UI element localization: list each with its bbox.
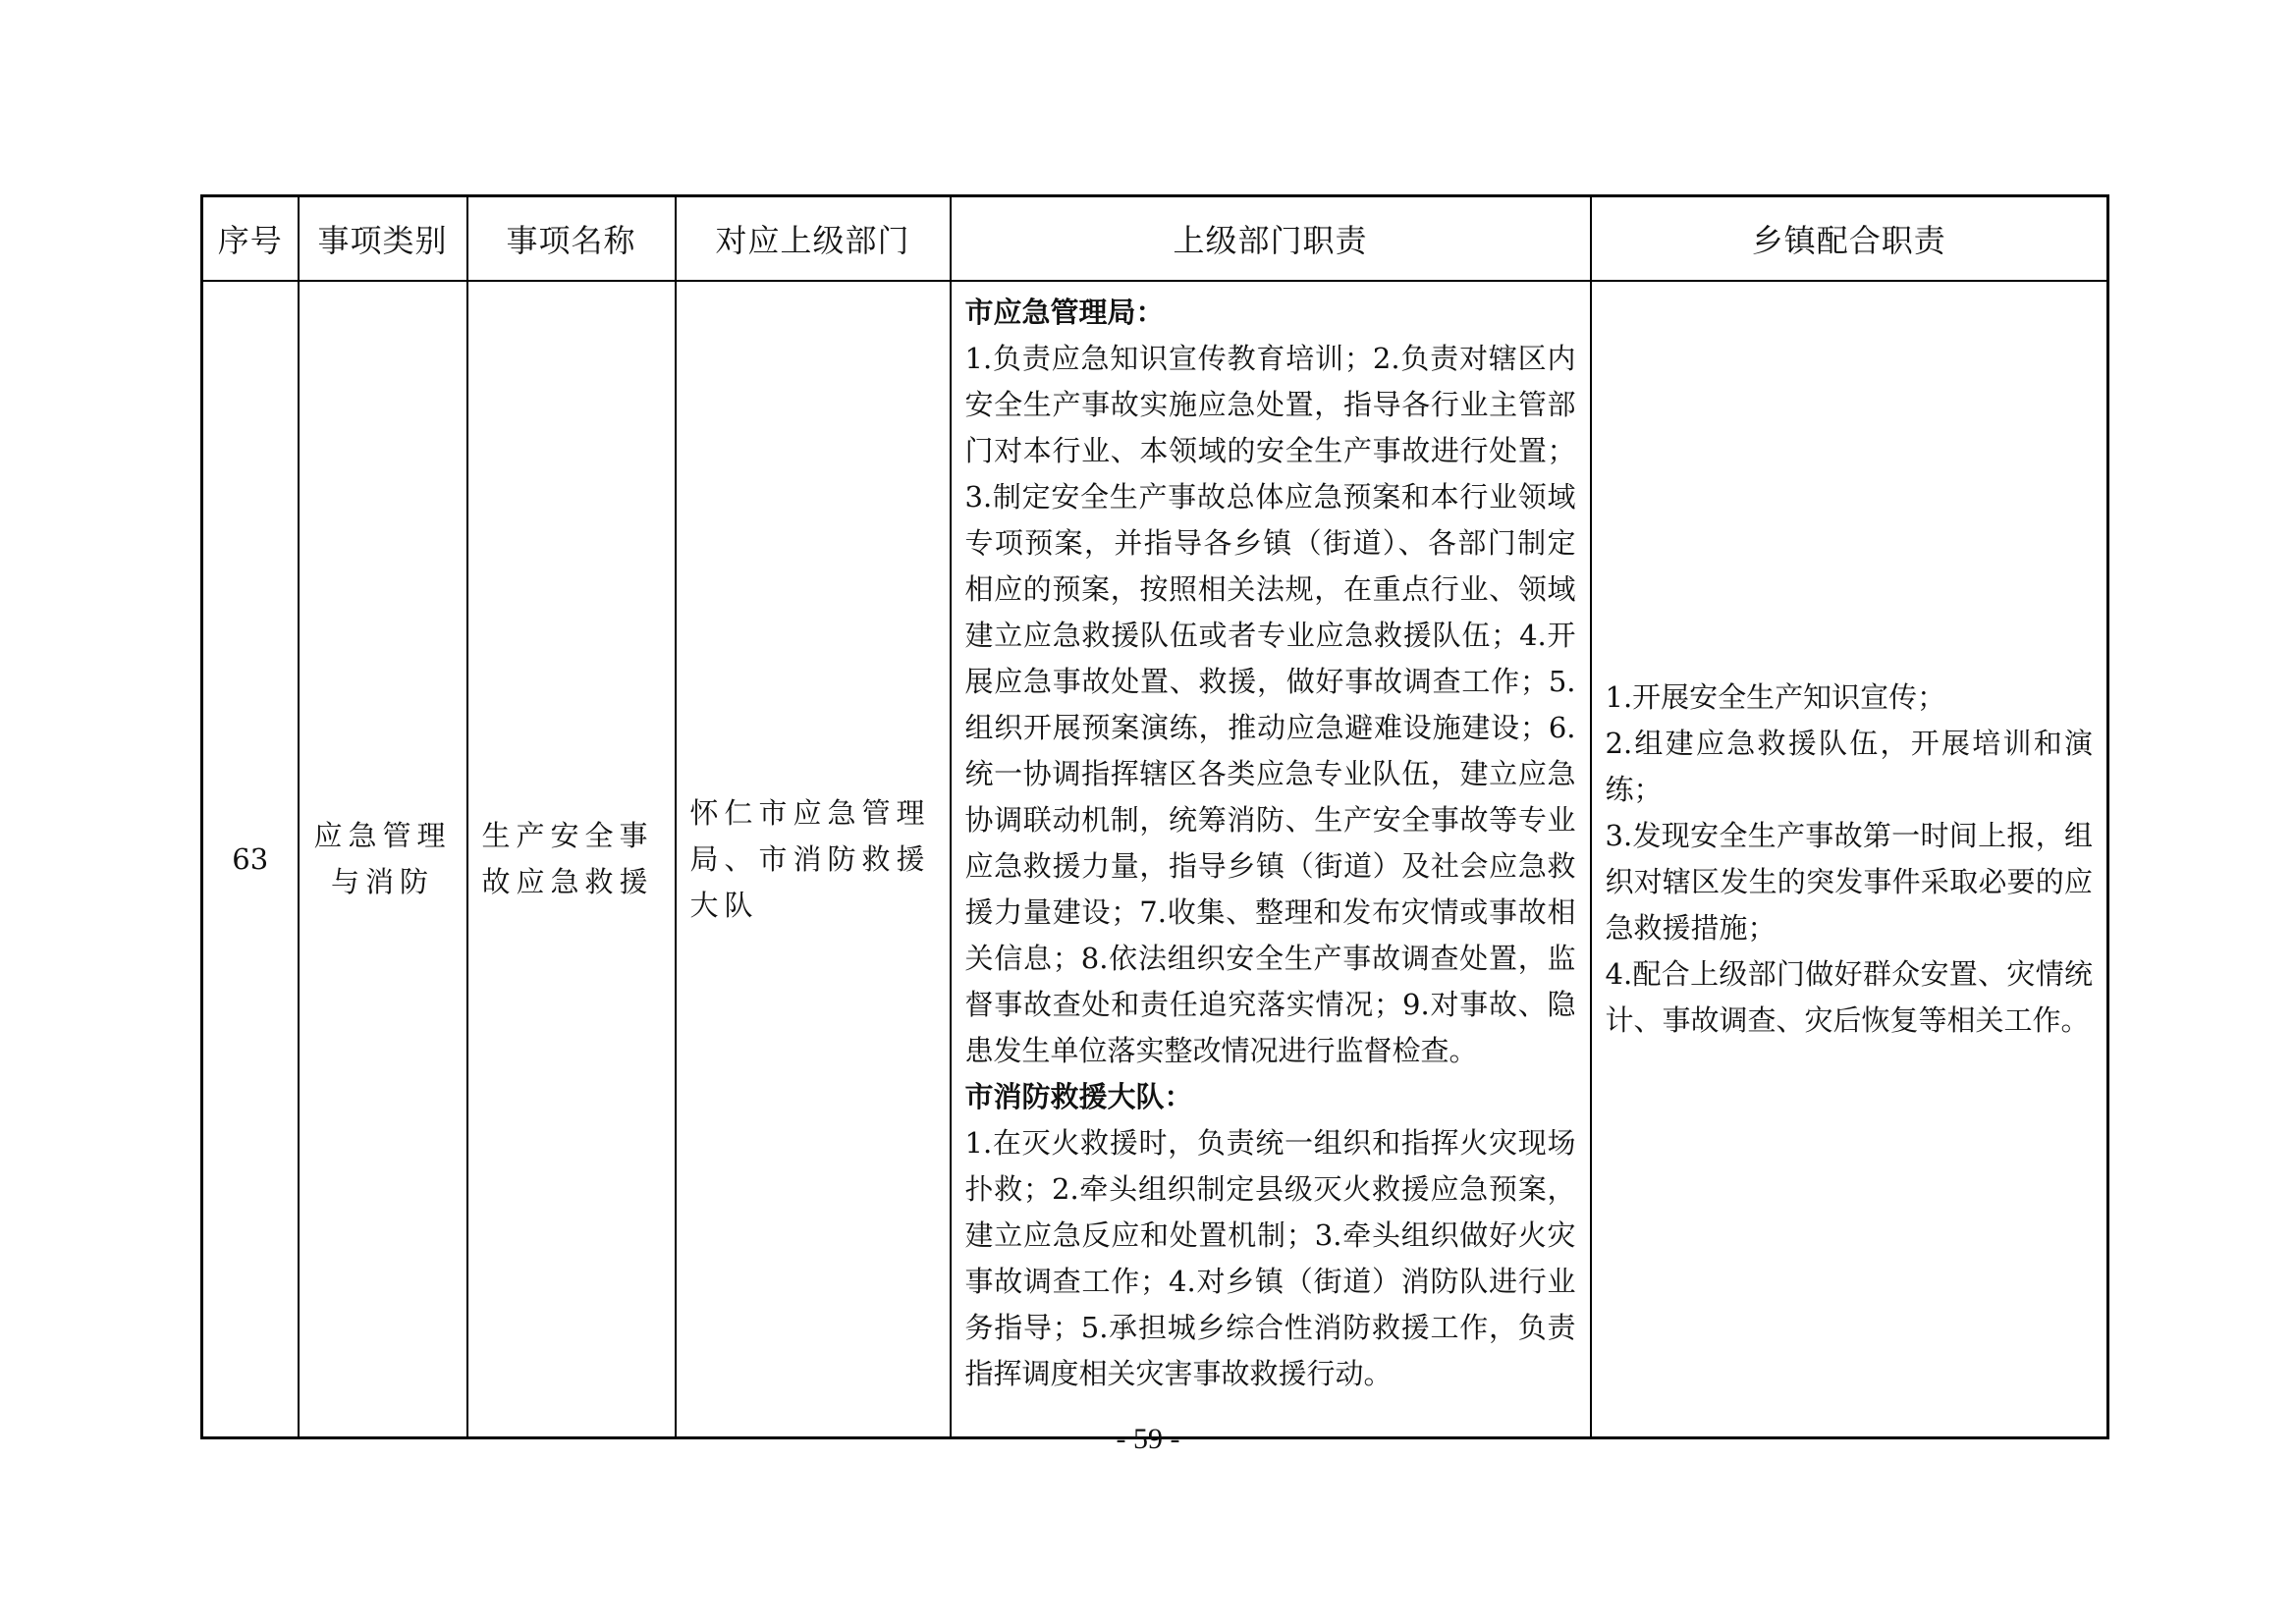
- cell-superior-dept: 怀仁市应急管理局、市消防救援大队: [676, 281, 951, 1438]
- page-number: - 59 -: [1116, 1423, 1180, 1455]
- header-item-name: 事项名称: [467, 196, 676, 282]
- header-category: 事项类别: [299, 196, 467, 282]
- header-seq: 序号: [202, 196, 299, 282]
- duty-text: 1.在灭火救援时，负责统一组织和指挥火灾现场扑救；2.牵头组织制定县级灭火救援应急预案，建立应急反应和处置机制；3.牵头组织做好火灾事故调查工作；4.对乡镇（街道）消防队进行业务指导；5.承担城乡综合性消防救援工作，负责指挥调度相关灾害事故救援行动。: [964, 1126, 1576, 1390]
- duty-block-fire-brigade: [965, 1074, 1576, 1397]
- cell-category: 应急管理与消防: [299, 281, 467, 1438]
- list-item: 3.发现安全生产事故第一时间上报，组织对辖区发生的突发事件采取必要的应急救援措施；: [1605, 819, 2093, 945]
- table-row: [202, 281, 2108, 1438]
- responsibility-table: [200, 194, 2109, 1439]
- list-item: 4.配合上级部门做好群众安置、灾情统计、事故调查、灾后恢复等相关工作。: [1605, 957, 2093, 1037]
- duty-heading: 市应急管理局：: [964, 296, 1165, 329]
- list-item: 2.组建应急救援队伍，开展培训和演练；: [1605, 727, 2093, 806]
- duty-block-emergency-bureau: [965, 290, 1576, 1074]
- cell-item-name: 生产安全事故应急救援: [467, 281, 676, 1438]
- cell-township-duties: [1591, 281, 2108, 1438]
- header-township-duties: 乡镇配合职责: [1591, 196, 2108, 282]
- header-superior-duties: 上级部门职责: [951, 196, 1591, 282]
- table-header-row: [202, 196, 2108, 282]
- cell-seq: 63: [202, 281, 299, 1438]
- duty-heading: 市消防救援大队：: [964, 1080, 1193, 1113]
- cell-superior-duties: [951, 281, 1591, 1438]
- duty-text: 1.负责应急知识宣传教育培训；2.负责对辖区内安全生产事故实施应急处置，指导各行业主管部门对本行业、本领域的安全生产事故进行处置；3.制定安全生产事故总体应急预案和本行业领域专项预案，并指导各乡镇（街道）、各部门制定相应的预案，按照相关法规，在重点行业、领域建立应急救援队伍或者专业应急救援队伍；4.开展应急事故处置、救援，做好事故调查工作；5.组织开展预案演练，推动应急避难设施建设；6.统一协调指挥辖区各类应急专业队伍，建立应急协调联动机制，统筹消防、生产安全事故等专业应急救援力量，指导乡镇（街道）及社会应急救援力量建设；7.收集、整理和发布灾情或事故相关信息；8.依法组织安全生产事故调查处置，监督事故查处和责任追究落实情况；9.对事故、隐患发生单位落实整改情况进行监督检查。: [964, 342, 1576, 1067]
- list-item: 1.开展安全生产知识宣传；: [1605, 680, 1946, 714]
- header-superior-dept: 对应上级部门: [676, 196, 951, 282]
